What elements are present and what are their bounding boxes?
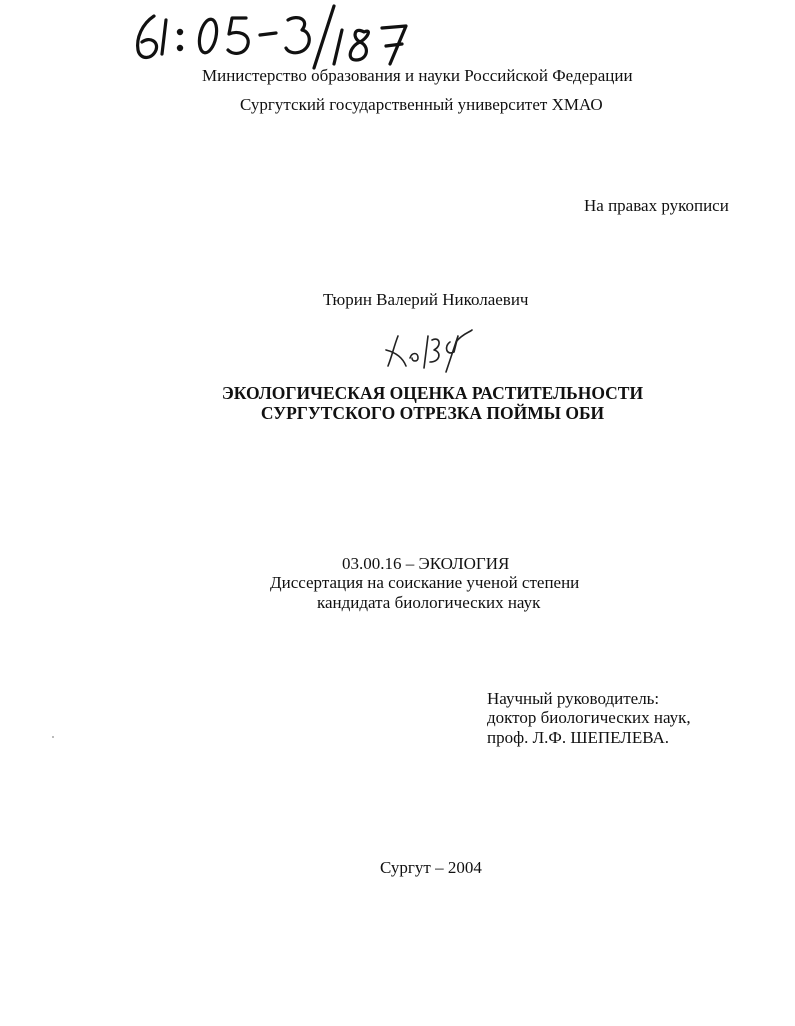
dissertation-title-line-1: ЭКОЛОГИЧЕСКАЯ ОЦЕНКА РАСТИТЕЛЬНОСТИ [221,383,644,403]
scan-speck [52,736,54,738]
supervisor-degree: доктор биологических наук, [487,708,691,727]
degree-line-2: кандидата биологических наук [317,593,541,612]
author-signature [384,322,476,374]
ministry-name: Министерство образования и науки Российской Федерации [202,66,633,85]
author-name: Тюрин Валерий Николаевич [323,290,529,309]
manuscript-rights-note: На правах рукописи [584,196,729,215]
university-name: Сургутский государственный университет ХМАО [240,95,603,114]
specialty-code: 03.00.16 – ЭКОЛОГИЯ [342,554,510,573]
place-and-year: Сургут – 2004 [380,858,482,877]
degree-line-1: Диссертация на соискание ученой степени [270,573,580,592]
supervisor-label: Научный руководитель: [487,689,660,708]
supervisor-name: проф. Л.Ф. ШЕПЕЛЕВА. [487,728,670,747]
dissertation-title-line-2: СУРГУТСКОГО ОТРЕЗКА ПОЙМЫ ОБИ [260,403,605,423]
handwritten-archive-number [128,2,428,74]
